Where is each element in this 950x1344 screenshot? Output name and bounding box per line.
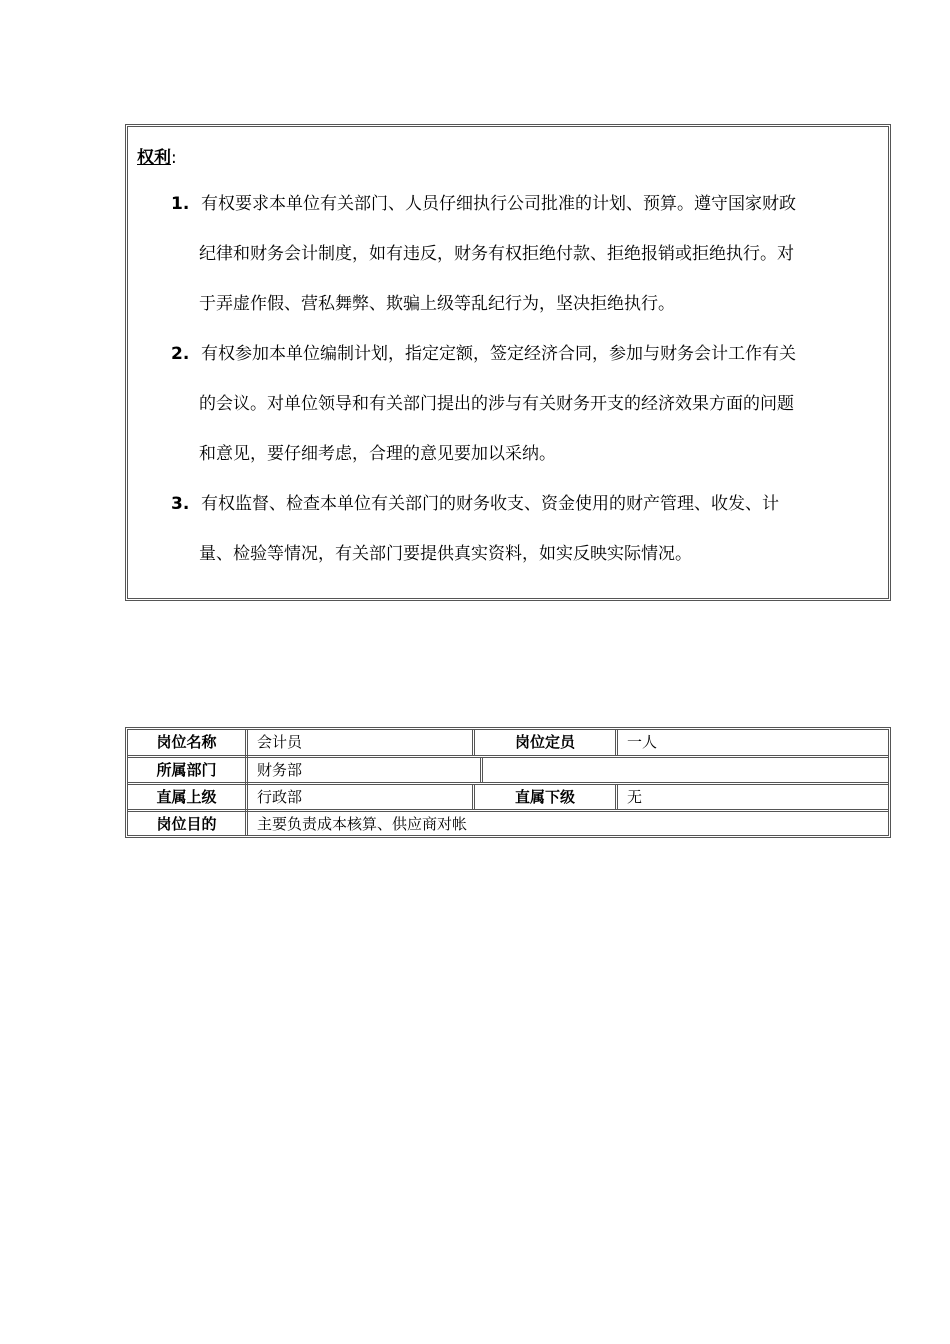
item-text-line: 纪律和财务会计制度，如有违反，财务有权拒绝付款、拒绝报销或拒绝执行。对 bbox=[199, 244, 794, 264]
rights-item-3 bbox=[171, 479, 875, 579]
rights-title: 权利 bbox=[137, 148, 171, 168]
rights-item-2 bbox=[171, 329, 875, 479]
item-text-line: 的会议。对单位领导和有关部门提出的涉与有关财务开支的经济效果方面的问题 bbox=[199, 394, 794, 414]
rights-title-colon: : bbox=[171, 148, 177, 168]
item-number: 3. bbox=[171, 494, 190, 514]
superior-label: 直属上级 bbox=[156, 788, 217, 806]
purpose-value: 主要负责成本核算、供应商对帐 bbox=[257, 815, 468, 833]
headcount-label: 岗位定员 bbox=[514, 733, 575, 751]
item-text-line: 和意见，要仔细考虑，合理的意见要加以采纳。 bbox=[199, 444, 556, 464]
rights-heading bbox=[137, 143, 177, 168]
superior-value: 行政部 bbox=[257, 788, 303, 806]
purpose-label: 岗位目的 bbox=[156, 815, 217, 833]
headcount-value: 一人 bbox=[627, 733, 658, 751]
item-text-line: 有权监督、检查本单位有关部门的财务收支、资金使用的财产管理、收发、计 bbox=[201, 494, 779, 514]
position-name-value: 会计员 bbox=[257, 733, 303, 751]
position-name-label: 岗位名称 bbox=[156, 733, 217, 751]
item-text-line: 有权要求本单位有关部门、人员仔细执行公司批准的计划、预算。遵守国家财政 bbox=[201, 194, 796, 214]
rights-item-1 bbox=[171, 179, 875, 329]
department-value: 财务部 bbox=[257, 761, 303, 779]
department-label: 所属部门 bbox=[156, 761, 217, 779]
subordinate-value: 无 bbox=[627, 788, 643, 806]
item-text-line: 有权参加本单位编制计划，指定定额，签定经济合同，参加与财务会计工作有关 bbox=[201, 344, 796, 364]
item-number: 1. bbox=[171, 194, 190, 214]
job-info-table bbox=[125, 727, 891, 838]
item-text-line: 量、检验等情况，有关部门要提供真实资料，如实反映实际情况。 bbox=[199, 544, 692, 564]
subordinate-label: 直属下级 bbox=[514, 788, 575, 806]
item-number: 2. bbox=[171, 344, 190, 364]
column-divider bbox=[480, 757, 483, 783]
rights-section bbox=[125, 124, 891, 601]
item-text-line: 于弄虚作假、营私舞弊、欺骗上级等乱纪行为，坚决拒绝执行。 bbox=[199, 294, 675, 314]
